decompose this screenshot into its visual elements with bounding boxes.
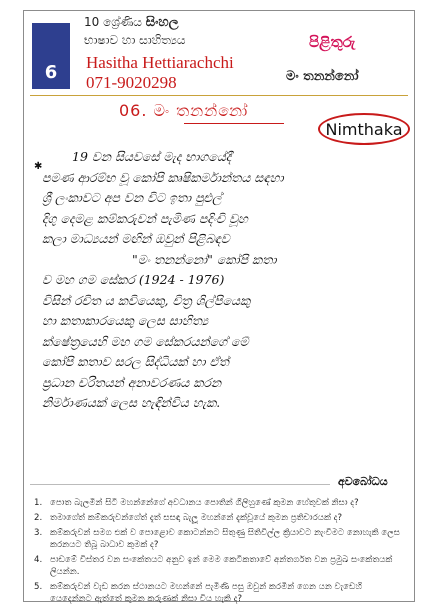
grade-line bbox=[84, 15, 179, 30]
header bbox=[24, 11, 414, 95]
note-line: ව මහ ගම සේකර (1924 - 1976) bbox=[42, 272, 225, 287]
question-item bbox=[34, 512, 406, 524]
question-item bbox=[34, 497, 406, 509]
question-item bbox=[34, 581, 406, 605]
question-text: කම්කරුවන් සමග එක් ව පොළොව කොටන්නට සිතුණු සිතිවිල්ල ක්‍රියාවට නැංවීමට නොහැකි ලෙස කරනයට තිබූ බාධාව කුමක් ද? bbox=[50, 528, 400, 550]
bullet-star-icon: ✱ bbox=[34, 161, 43, 172]
page-number-badge bbox=[32, 23, 70, 89]
worksheet-page bbox=[23, 10, 415, 602]
handwritten-notes bbox=[42, 149, 402, 416]
question-number: 2. bbox=[34, 513, 43, 523]
teacher-name: Hasitha Hettiarachchi bbox=[86, 53, 234, 72]
note-line: නිර්මාණයක් ලෙස හැඳින්විය හැක. bbox=[42, 395, 221, 410]
note-line: ශ්‍රී ලංකාවට අප වන විට ඉතා පුළුල් bbox=[42, 190, 222, 205]
section-label: අවබෝධය bbox=[338, 475, 388, 488]
note-line: දිගු දෙමළ කම්කරුවන් පැමිණ පදිංචි වූහ bbox=[42, 210, 248, 226]
question-number: 4. bbox=[34, 555, 43, 565]
grade-subject: සිංහල bbox=[145, 15, 179, 30]
question-number: 1. bbox=[34, 498, 43, 508]
question-text: කම්කරුවන් වැඩ කරන ස්ථානයට මහන්නේ පැමිණි පසු ඔවුන් කරමින් ගෙන යන වැඩෙහි යෙදෙන්නට ඇත්තේ කුමන කරුණක් නිසා විය හැකි ද? bbox=[50, 582, 363, 604]
teacher-phone: 071-9020298 bbox=[86, 73, 177, 92]
name-tag: Nimthaka bbox=[318, 113, 410, 145]
lesson-heading: 06. මං තනන්නෝ bbox=[119, 101, 249, 120]
note-line: පමණ ආරම්භ වූ කෝපි කෘෂිකර්මාන්තය සඳහා bbox=[42, 169, 284, 185]
note-line: කලා මාධ්‍යයන් මඟින් ඔවුන් පිළිබඳව bbox=[42, 231, 230, 246]
note-line: හා කතාකාරයෙකු ලෙස සාහිත්‍ය bbox=[42, 313, 209, 328]
question-item bbox=[34, 527, 406, 551]
question-number: 5. bbox=[34, 582, 43, 592]
note-line: "මං තනන්නෝ" කෝපි කතා bbox=[132, 251, 277, 267]
subject-label: භාෂාව හා සාහිත්‍යය bbox=[84, 33, 186, 47]
lesson-title-right: මං තනන්නෝ bbox=[286, 69, 359, 84]
answers-label: පිළිතුරු bbox=[309, 33, 356, 51]
note-line: විසින් රචිත ය කවියෙකු, චිත්‍ර ශිල්පියෙකු bbox=[42, 292, 251, 308]
page-number: 6 bbox=[44, 62, 58, 83]
note-line: ක්ෂේත්‍රයෙහි මහ ගම සේකරයන්ගේ මේ bbox=[42, 333, 249, 349]
question-text: පාඩමේ විස්තර වන සංකේතයට අනුව ඉන් මෙම කෙටිකතාවේ අන්තර්ගත වන ප්‍රමුඛ සංකේතයක් ලියන්න. bbox=[50, 555, 393, 577]
question-list bbox=[34, 497, 406, 608]
note-line: කෝපි කතාව සරල සිද්ධියක් හා ඒත් bbox=[42, 354, 229, 369]
question-item bbox=[34, 554, 406, 578]
header-divider bbox=[30, 95, 408, 96]
question-number: 3. bbox=[34, 528, 43, 538]
note-line: 19 වන සියවසේ මැද භාගයේදී bbox=[72, 149, 232, 164]
question-text: පොත බැලමින් සිටි මහන්නේගේ අවධානය පොතින් ගිලිහුණේ කුමන හේතුවක් නිසා ද? bbox=[50, 498, 359, 508]
grade-label: 10 ශ්‍රේණිය bbox=[84, 15, 142, 29]
question-text: තමාගේත් කම්කරුවන්ගේත් දැත් සසඳා බැලූ මහන්නේ දැක්වූයේ කුමන ප්‍රතිචාරයක් ද? bbox=[50, 513, 343, 523]
section-divider bbox=[30, 484, 330, 485]
note-line: ප්‍රධාන චරිතයන් අනාවරණය කරන bbox=[42, 374, 222, 390]
lesson-underline bbox=[184, 123, 284, 124]
